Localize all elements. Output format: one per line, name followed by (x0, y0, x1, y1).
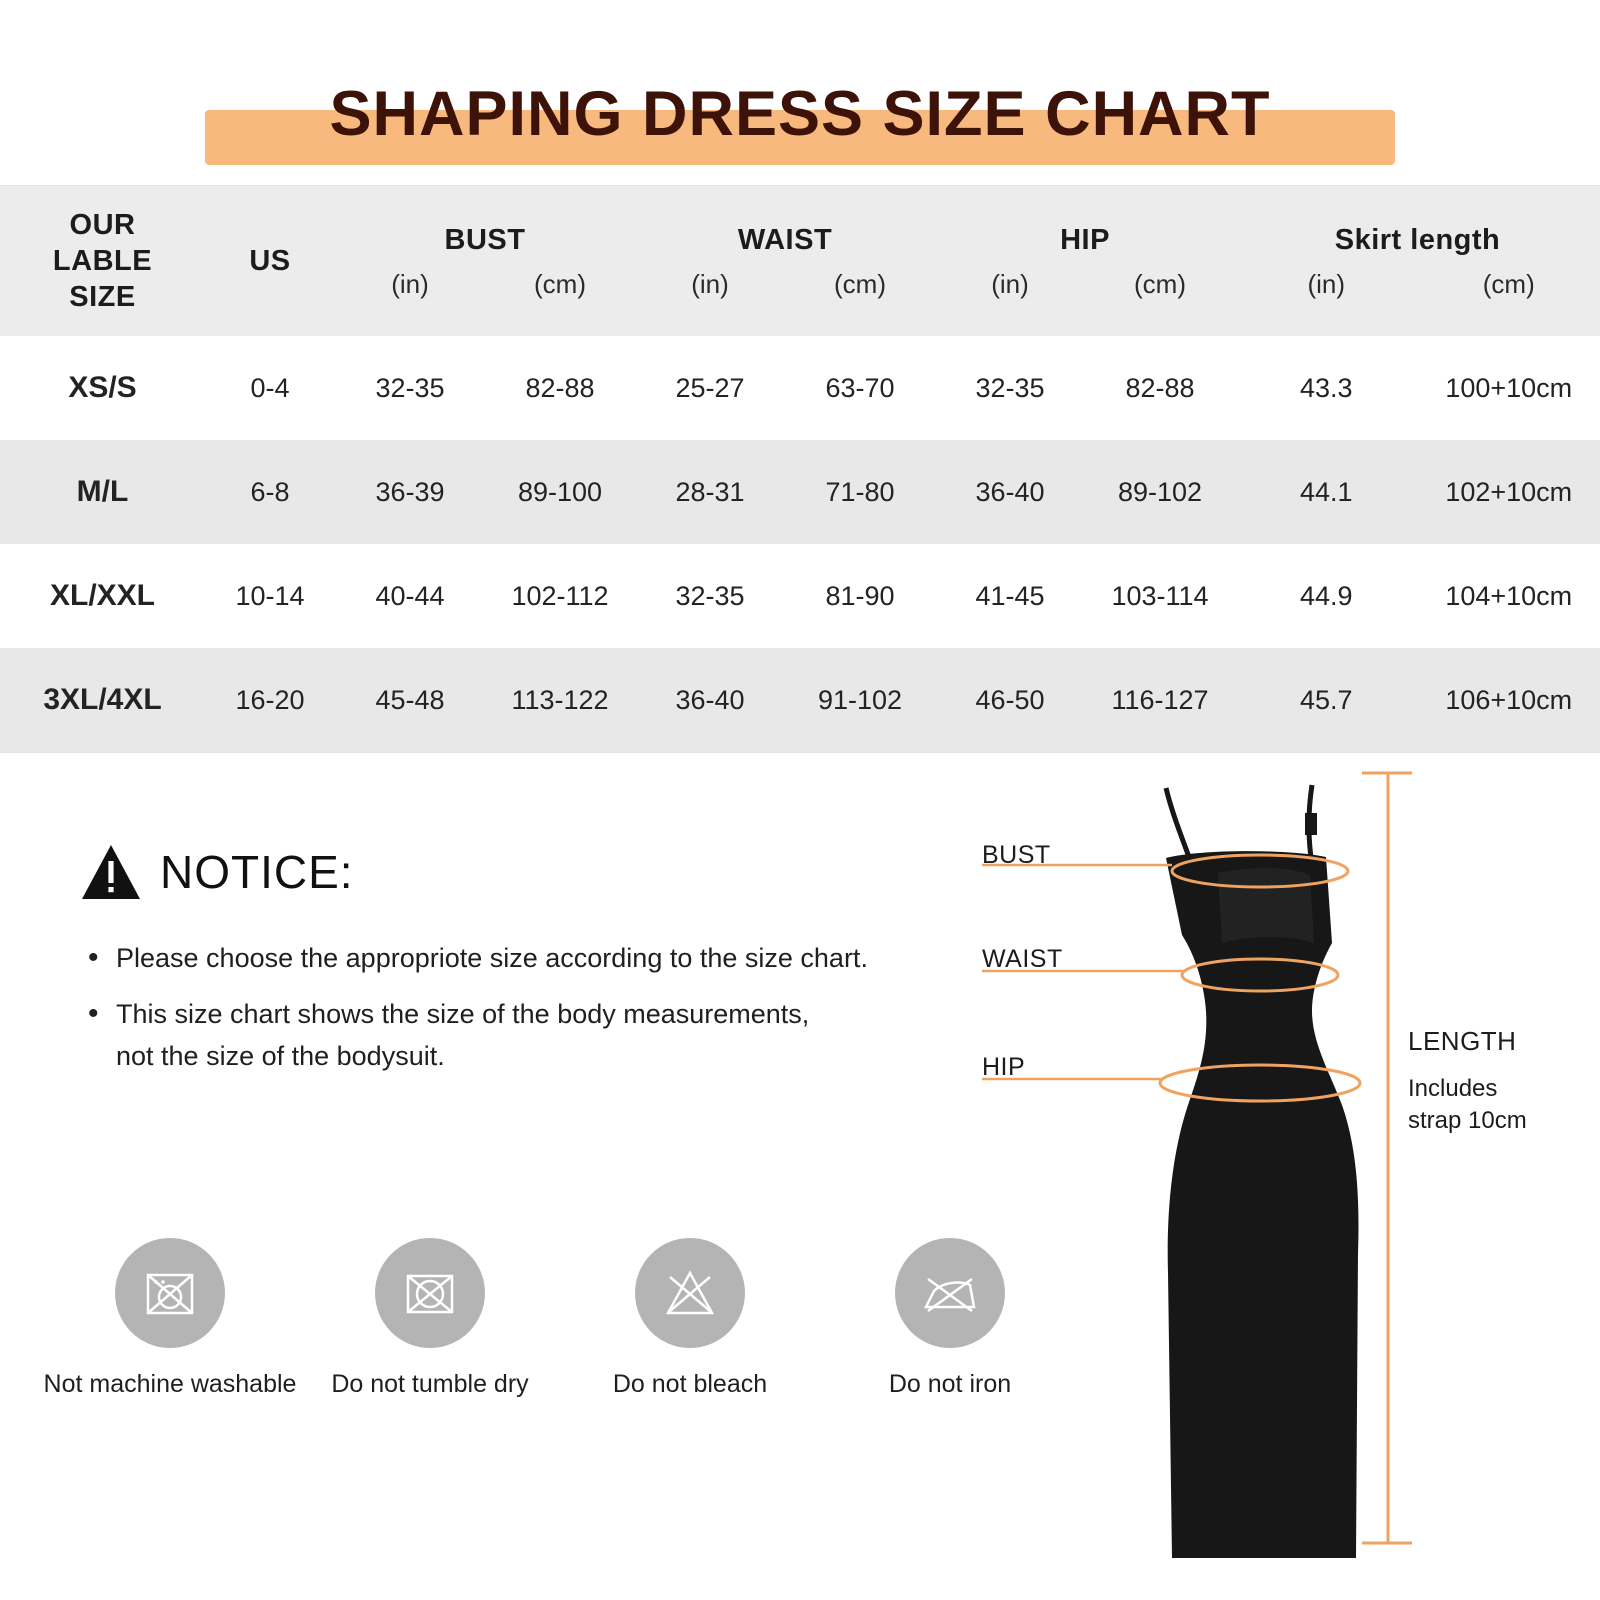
length-note-line2: strap 10cm (1408, 1107, 1527, 1134)
cell-waist (635, 336, 935, 440)
header-skirt-length (1235, 186, 1600, 336)
header-bust-label: BUST (444, 224, 526, 257)
header-waist (635, 186, 935, 336)
notice-title: NOTICE: (160, 846, 354, 898)
length-note-line1: Includes (1408, 1075, 1498, 1102)
cell-hip (935, 648, 1235, 752)
no-bleach-icon (635, 1238, 745, 1348)
cell-hip (935, 336, 1235, 440)
cell-us: 0-4 (250, 372, 290, 403)
cell-size: 3XL/4XL (43, 683, 162, 716)
table-row (0, 336, 1600, 440)
cell-waist-in: 36-40 (675, 684, 745, 715)
cell-waist-cm: 91-102 (817, 684, 903, 715)
header-hip-label: HIP (1060, 224, 1110, 257)
header-waist-label: WAIST (737, 224, 833, 257)
cell-size: XS/S (68, 371, 137, 404)
care-item-not-machine-washable (40, 1238, 300, 1399)
bust-callout-label: BUST (982, 841, 1051, 869)
header-waist-unit-in: (in) (691, 268, 729, 299)
header-waist-unit-cm: (cm) (834, 268, 886, 299)
cell-skirt-in: 44.9 (1299, 580, 1353, 611)
cell-bust (335, 544, 635, 648)
header-hip-unit-in: (in) (991, 268, 1029, 299)
cell-hip-in: 41-45 (975, 580, 1045, 611)
header-skirt-unit-cm: (cm) (1482, 268, 1535, 299)
cell-bust (335, 648, 635, 752)
cell-bust-cm: 89-100 (517, 476, 603, 507)
table-header-row (0, 186, 1600, 336)
list-item (88, 938, 928, 980)
cell-skirt-cm: 102+10cm (1445, 476, 1573, 507)
cell-bust-in: 45-48 (375, 684, 445, 715)
dress-illustration (960, 753, 1600, 1563)
no-tumble-dry-icon (375, 1238, 485, 1348)
cell-hip-in: 32-35 (975, 372, 1045, 403)
cell-size: M/L (76, 475, 129, 508)
dress-diagram (960, 753, 1600, 1563)
cell-waist-cm: 81-90 (825, 580, 895, 611)
cell-hip-cm: 116-127 (1111, 684, 1209, 715)
cell-skirt (1235, 336, 1600, 440)
cell-bust-cm: 113-122 (511, 684, 609, 715)
header-us (205, 186, 335, 336)
size-chart-table (0, 185, 1600, 752)
header-hip-unit-cm: (cm) (1134, 268, 1186, 299)
care-instructions (40, 1238, 1080, 1399)
cell-us: 6-8 (250, 476, 290, 507)
cell-bust (335, 336, 635, 440)
cell-waist (635, 544, 935, 648)
bullet-dot-icon: • (88, 941, 99, 974)
cell-us: 10-14 (235, 580, 305, 611)
list-item-text: Please choose the appropriote size according to the size chart. (116, 943, 868, 973)
cell-bust-in: 40-44 (375, 580, 445, 611)
cell-bust (335, 440, 635, 544)
care-label: Not machine washable (43, 1370, 297, 1398)
cell-hip-cm: 82-88 (1125, 372, 1195, 403)
cell-size: XL/XXL (49, 579, 155, 612)
list-item-text: This size chart shows the size of the body measurements, not the size of the bodysuit. (116, 998, 810, 1071)
notice-bullet-list (88, 938, 928, 1092)
care-label: Do not iron (888, 1370, 1012, 1398)
header-us-label: US (249, 244, 291, 277)
table-row (0, 440, 1600, 544)
cell-skirt-cm: 106+10cm (1445, 684, 1573, 715)
cell-skirt-in: 44.1 (1299, 476, 1353, 507)
cell-skirt (1235, 648, 1600, 752)
length-label: LENGTH (1408, 1026, 1517, 1056)
cell-hip-in: 46-50 (975, 684, 1045, 715)
title-section (0, 0, 1600, 185)
cell-bust-in: 32-35 (375, 372, 445, 403)
header-our-lable-size (0, 186, 205, 336)
warning-triangle-icon (80, 843, 142, 901)
cell-skirt-in: 45.7 (1299, 684, 1353, 715)
header-skirt-label: Skirt length (1334, 224, 1501, 257)
lower-section (0, 752, 1600, 1563)
cell-bust-in: 36-39 (375, 476, 445, 507)
cell-hip-cm: 89-102 (1117, 476, 1203, 507)
hip-callout-label: HIP (982, 1053, 1026, 1081)
cell-skirt (1235, 440, 1600, 544)
table-row (0, 648, 1600, 752)
cell-hip-cm: 103-114 (1111, 580, 1209, 611)
bullet-dot-icon: • (88, 996, 99, 1030)
cell-hip (935, 544, 1235, 648)
header-hip (935, 186, 1235, 336)
cell-waist (635, 440, 935, 544)
cell-bust-cm: 82-88 (525, 372, 595, 403)
care-item-do-not-tumble-dry (300, 1238, 560, 1399)
cell-waist-in: 32-35 (675, 580, 745, 611)
cell-skirt-cm: 100+10cm (1445, 372, 1573, 403)
cell-waist (635, 648, 935, 752)
cell-skirt-cm: 104+10cm (1445, 580, 1573, 611)
list-item (88, 994, 928, 1078)
cell-waist-cm: 71-80 (825, 476, 895, 507)
cell-hip (935, 440, 1235, 544)
cell-us: 16-20 (235, 684, 305, 715)
cell-waist-cm: 63-70 (825, 372, 895, 403)
notice-heading (80, 843, 354, 901)
header-bust-unit-in: (in) (391, 268, 429, 299)
table-row (0, 544, 1600, 648)
header-bust-unit-cm: (cm) (534, 268, 586, 299)
care-item-do-not-bleach (560, 1238, 820, 1399)
header-our-lable-size-label: OUR LABLE SIZE (52, 208, 153, 314)
cell-hip-in: 36-40 (975, 476, 1045, 507)
header-skirt-unit-in: (in) (1307, 268, 1346, 299)
care-label: Do not tumble dry (331, 1370, 529, 1398)
no-machine-wash-icon (115, 1238, 225, 1348)
care-label: Do not bleach (612, 1370, 768, 1398)
cell-skirt (1235, 544, 1600, 648)
cell-waist-in: 28-31 (675, 476, 745, 507)
cell-skirt-in: 43.3 (1299, 372, 1353, 403)
page-title: SHAPING DRESS SIZE CHART (329, 79, 1271, 149)
cell-bust-cm: 102-112 (511, 580, 609, 611)
header-bust (335, 186, 635, 336)
waist-callout-label: WAIST (982, 945, 1063, 973)
cell-waist-in: 25-27 (675, 372, 745, 403)
